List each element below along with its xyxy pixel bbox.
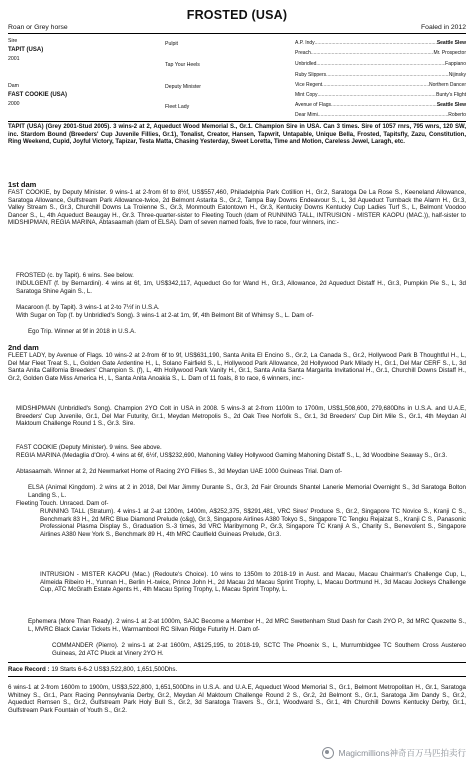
dam-year: 2000 xyxy=(8,101,20,107)
page-title: FROSTED (USA) xyxy=(186,8,288,22)
horse-color: Roan or Grey horse xyxy=(8,24,68,31)
leader-dots xyxy=(322,82,429,88)
foaled-year: Foaled in 2012 xyxy=(421,24,466,31)
gen3-row: Avenue of Flags ..... Seattle Slew xyxy=(295,102,466,108)
gen3-row: Preach ..... Mr. Prospector xyxy=(295,50,466,56)
leader-dots xyxy=(311,50,434,56)
watermark xyxy=(322,747,466,759)
watermark-text: Magicmillions神奇百万马匹拍卖行 xyxy=(338,748,466,758)
sire-year: 2001 xyxy=(8,56,20,62)
race-record-detail: 6 wins-1 at 2-from 1600m to 1900m, US$3,522,800, 1,651,500Dhs in U.S.A. and U.A.E, Aqueduct Wood Memorial S., Gr.1, Belmont Metropolitan H., Gr.1, Saratoga Whitney S., Gr.1, Parx Racing Pennsylvania Derby, Gr.2, Meydan Al Maktoum Challenge Round 2 S., Gr.2, 2d Belmont S., Gr.1, Saratoga Jim Dandy S., Gr.2, Aqueduct Remsen S., Gr.2, Gulfstream Park Holy Bull S., Gr.2, 3d Saratoga Travers S., Gr.1, Woodward S., Gr.1, 4th Churchill Downs Kentucky Derby, Gr.1, Gulfstream Park Fountain of Youth S., Gr.2. xyxy=(8,684,466,714)
offspring-entry: Macaroon (f. by Tapit). 3 wins-1 at 2-to 7½f in U.S.A. xyxy=(16,304,160,311)
offspring-entry: INDULGENT (f. by Bernardini). 4 wins at 6f, 1m, US$342,117, Aqueduct Go for Wand H., Gr.3, Allowance, 2d Aqueduct Distaff H., Gr.3, Pumpkin Pie S., L, 3d Saratoga Shine Again S., L. xyxy=(16,280,466,295)
dam-label: Dam xyxy=(8,83,19,89)
second-dam-entry: INTRUSION - MISTER KAOPU (Mac.) (Redoute's Choice). 10 wins to 1350m to 2018-19 in Aust. and Macau, Macau Chairman's Challenge Cup, L, Almeida Ribeiro H., Yunnan H., Berlin H.-twice, Prince John H., 2d Macau 2d Macau Sprint Trophy, L, Macau Dortmund H., 3d Macau Jockeys Challenge Cup, ATC McGrath Estate Agents H., 4th Macau Spring Trophy, L, Macau Sprint Trophy, L. xyxy=(40,571,466,594)
race-record-stats: 19 Starts 6-6-2 US$3,522,800, 1,651,500Dhs. xyxy=(51,666,178,673)
divider xyxy=(8,662,466,663)
sire-notes: TAPIT (USA) (Grey 2001-Stud 2005). 3 wins-2 at 2, Aqueduct Wood Memorial S., Gr.1. Champion Sire in USA. Can 3 times. Sire of 1057 rnrs, 795 wnrs, 120 SW, inc. Stardom Bound (Breeders' Cup Juvenile Fillies, Gr.1), Tonalist, Creator, Hansen, Tapwrit, Untapable, Unique Bella, Frosted, Tapitsfly, Zazu, Constitution, Ring Weekend, Cupid, Joyful Victory, Tapizar, Testa Matta, Chasing Yesterday, Sweet Loretta, Time and Motion, Careless Jewel, Laragh, etc. xyxy=(8,124,466,146)
second-dam-text: FLEET LADY, by Avenue of Flags. 10 wins-2 at 2-from 6f to 9f, US$631,190, Santa Anita El Encino S., Gr.2, La Canada S., Gr.2, Hollywood Park B Thoughtful H., L, Del Mar Fleet Treat S., L, Golden Gate Ardentine H., L, Solano Fairfield S., L, Hollywood Park Allowance, 2d Hollywood Park Milady H., Gr.1, Del Mar CERF S., L, 3d Santa Anita California Breeders' Champion S. (f), L, 4th Hollywood Park Vanity H., Gr.1, Santa Anita Santa Margarita Invitational H., Gr.1, Churchill Downs Distaff H., Gr.2, Golden Gate Miss America H., L, Santa Anita Anoakia S., L. Dam of 11 foals, 8 to race, 6 winners, inc:- xyxy=(8,352,466,382)
dam-name: FAST COOKIE (USA) xyxy=(8,92,68,98)
leader-dots xyxy=(318,92,437,98)
second-dam-entry: Abtasaamah. Winner at 2, 2d Newmarket Home of Racing 2YO Fillies S., 3d Meydan UAE 1000 Guineas Trial. Dam of- xyxy=(16,468,343,475)
gen3-row: A.P. Indy ..... Seattle Slew xyxy=(295,40,466,46)
gen3-row: Unbridled ..... Fappiano xyxy=(295,61,466,67)
offspring-entry: FROSTED (c. by Tapit). 6 wins. See below. xyxy=(16,272,134,279)
second-dam-entry: COMMANDER (Pierro). 2 wins-1 at 2-at 1600m, A$125,195, to 2018-19, SCTC The Phoenix S., L, Murrumbidgee TC Southern Cross Austereo Guineas, 2d ATC Pluck at Vinery 2YO H. xyxy=(52,642,466,657)
dam-sire: Deputy Minister xyxy=(165,84,202,90)
first-dam-text: FAST COOKIE, by Deputy Minister. 9 wins-1 at 2-from 6f to 8½f, US$557,460, Philadelphia Park Cotillion H., Gr.2, Saratoga De La Rose S., Keeneland Allowance, Saratoga Allowance, Gulfstream Park Allowance-twice, 2d Belmont Astarita S., Gr.2, Tampa Bay Downs Endeavour S., L, 3d Aqueduct Turnback the Alarm H., Gr.3, Valley Stream S., Gr.3, Churchill Downs La Troienne S., Gr.3, Monmouth Eatontown H., Gr.3, Kentucky Downs Kentucky Cup Ladies Turf S., L, Belmont Voodoo Dancer S., L, 4th Aqueduct Beaugay H., Gr.3. Three-quarter-sister to Fleeting Touch (dam of RUNNING TALL, INTRUSION - MISTER KAOPU (MAC.)), half-sister to MIDSHIPMAN, REGIA MARINA, Abtasaamah (dam of ELSA). Dam of seven named foals, five to race, four winners, inc:- xyxy=(8,189,466,227)
offspring-entry: With Sugar on Top (f. by Unbridled's Song). 3 wins-1 at 2-at 1m, 9f, 4th Belmont Bit of Whimsy S., L. Dam of- xyxy=(16,312,314,319)
second-dam-entry: Fleeting Touch. Unraced. Dam of- xyxy=(16,500,109,507)
second-dam-entry: FAST COOKIE (Deputy Minister). 9 wins. See above. xyxy=(16,444,162,451)
divider xyxy=(8,121,466,122)
second-dam-entry: Ephemera (More Than Ready). 2 wins-1 at 2-at 1000m, SAJC Become a Member H., 2d MRC Swettenham Stud Dash for Cash 2YO P., 3d MRC Quezette S., L, MVRC Black Caviar Tickets H., Warrnambool RC Silvan Ridge Futurity H. Dam of- xyxy=(28,618,466,633)
second-dam-heading: 2nd dam xyxy=(8,343,39,352)
second-dam-entry: ELSA (Animal Kingdom). 2 wins at 2 in 2018, Del Mar Jimmy Durante S., Gr.3, 2d Fair Grounds Shantel Lanerie Memorial Overnight S., 3d Saratoga Bolton Landing S., L. xyxy=(28,484,466,499)
race-record-label: Race Record : xyxy=(8,666,50,673)
wechat-icon xyxy=(322,747,334,759)
leader-dots xyxy=(316,61,445,67)
leader-dots xyxy=(326,72,449,78)
sire-dam: Tap Your Heels xyxy=(165,62,200,68)
divider xyxy=(8,33,466,34)
sire-name: TAPIT (USA) xyxy=(8,47,44,53)
leader-dots xyxy=(315,40,437,46)
gen3-row: Vice Regent ..... Northern Dancer xyxy=(295,82,466,88)
second-dam-entry: REGIA MARINA (Medaglia d'Oro). 4 wins at 6f, 6½f, US$232,690, Mahoning Valley Hollywood Gaming Mahoning Distaff S., L, 3d Woodbine Seaway S., Gr.3. xyxy=(16,452,448,459)
second-dam-entry: MIDSHIPMAN (Unbridled's Song). Champion 2YO Colt in USA in 2008. 5 wins-3 at 2-from 1100m to 1700m, US$1,508,600, 279,680Dhs in U.S.A. and U.A.E, Breeders' Cup Juvenile, Gr.1, Del Mar Futurity, Gr.1, Meydan Metropolis S., 2d Oak Tree Norfolk S., Gr.1, 3d Breeders' Cup Dirt Mile S., Gr.1, 4th Meydan Al Maktoum Challenge Round 1 S., Gr.3. Sire. xyxy=(16,405,466,428)
dam-dam: Fleet Lady xyxy=(165,104,190,110)
sire-sire: Pulpit xyxy=(165,41,178,47)
leader-dots xyxy=(318,112,448,118)
second-dam-entry: RUNNING TALL (Stratum). 4 wins-1 at 2-at 1200m, 1400m, A$252,375, S$291,481, VRC Sires' Produce S., Gr.2, Singapore TC Novice S., Kranji C S., Benchmark 83 H., 2d MRC Blue Diamond Prelude (c&g), Gr.3, Singapore Airlines A380 Tokyo S., Singapore TC Tengku Rejaizat S., Kranji C S., Panasonic Professional Plasma Display S., Graduation S.-3 times, 3d VRC Maribyrnong P., Gr.3, Singapore TC Kranji A S., Charity S., Benevolent S., Singapore Airlines A380 New York S., Benchmark 89 H., 4th MRC Caulfield Guineas Prelude, Gr.3. xyxy=(40,508,466,538)
race-record-summary xyxy=(8,666,466,674)
leader-dots xyxy=(331,102,437,108)
offspring-entry: Ego Trip. Winner at 9f in 2018 in U.S.A. xyxy=(28,328,136,335)
divider xyxy=(8,676,466,677)
gen3-row: Mint Copy ..... Bunty's Flight xyxy=(295,92,466,98)
gen3-row: Ruby Slippers ..... Nijinsky xyxy=(295,72,466,78)
gen3-row: Dear Mimi ..... Roberto xyxy=(295,112,466,118)
sire-label: Sire xyxy=(8,38,18,44)
first-dam-heading: 1st dam xyxy=(8,180,37,189)
